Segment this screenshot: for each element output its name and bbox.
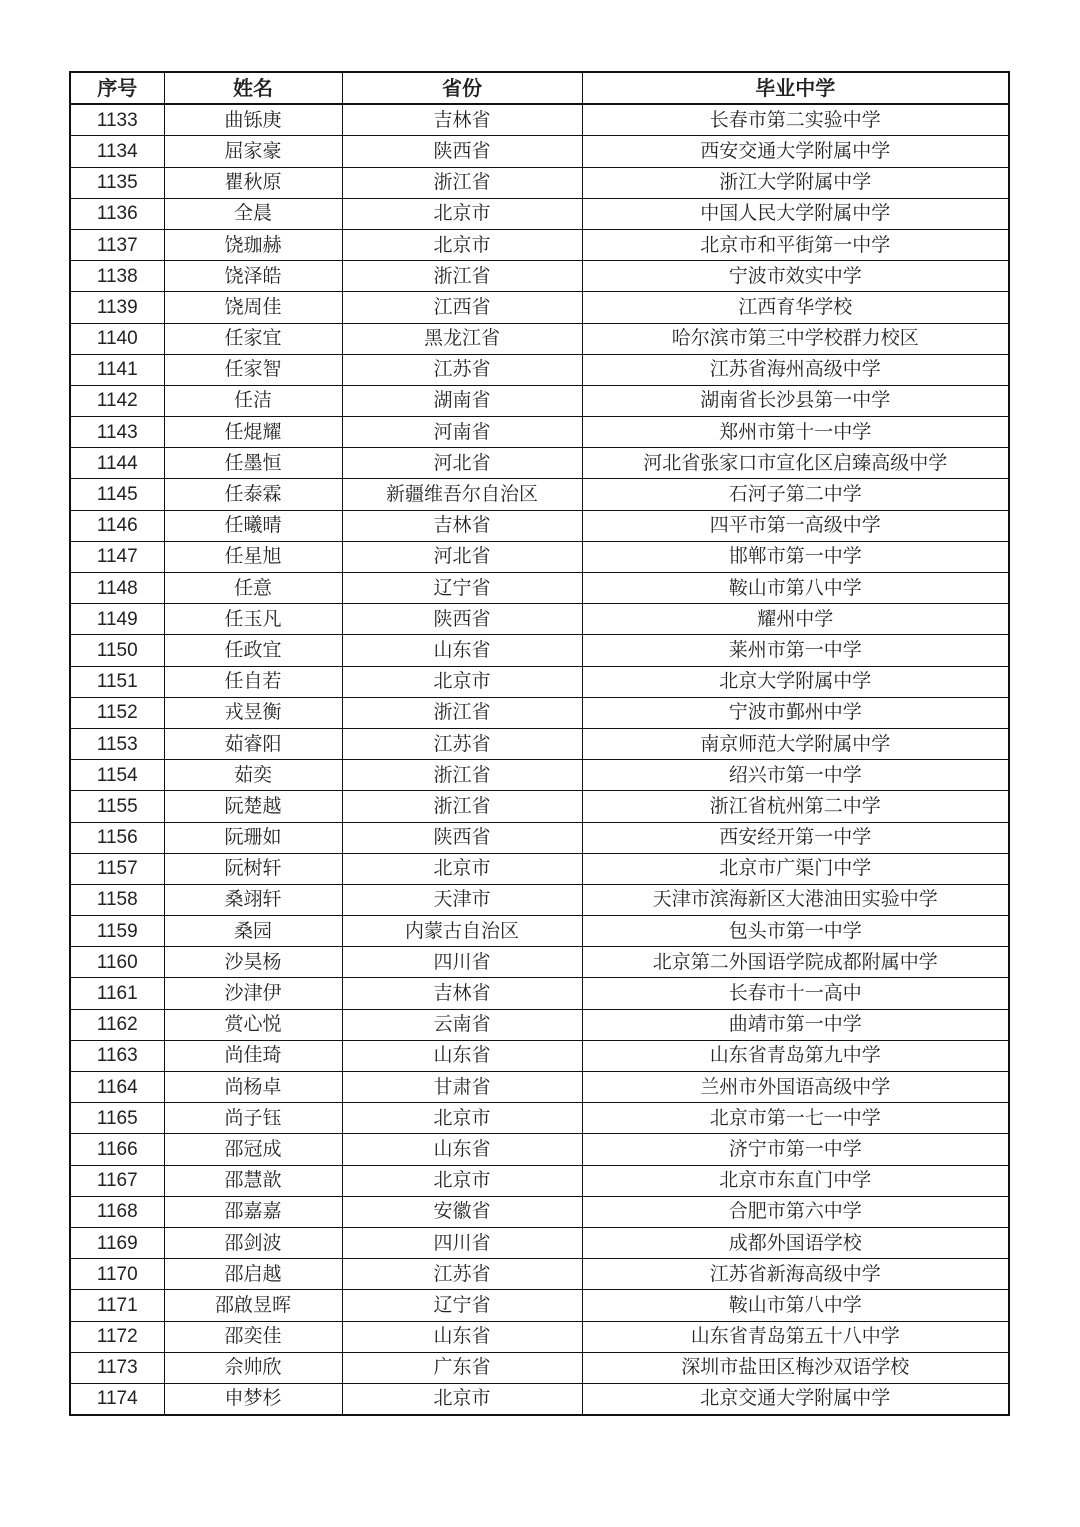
cell-high-school: 合肥市第六中学 — [582, 1196, 1009, 1227]
cell-name: 任星旭 — [164, 541, 342, 572]
cell-serial: 1174 — [70, 1383, 164, 1415]
table-row — [70, 1040, 1009, 1071]
cell-name: 任自若 — [164, 666, 342, 697]
cell-serial: 1139 — [70, 292, 164, 323]
table-row — [70, 666, 1009, 697]
cell-name: 沙津伊 — [164, 978, 342, 1009]
table-row — [70, 167, 1009, 198]
cell-serial: 1147 — [70, 541, 164, 572]
cell-serial: 1153 — [70, 728, 164, 759]
cell-name: 曲铄庚 — [164, 104, 342, 136]
cell-serial: 1138 — [70, 261, 164, 292]
table-row — [70, 635, 1009, 666]
cell-high-school: 江苏省新海高级中学 — [582, 1259, 1009, 1290]
table-row — [70, 198, 1009, 229]
cell-serial: 1169 — [70, 1227, 164, 1258]
cell-serial: 1161 — [70, 978, 164, 1009]
table-row — [70, 1383, 1009, 1415]
cell-province: 北京市 — [342, 1103, 582, 1134]
cell-province: 甘肃省 — [342, 1072, 582, 1103]
cell-high-school: 深圳市盐田区梅沙双语学校 — [582, 1352, 1009, 1383]
cell-name: 任洁 — [164, 385, 342, 416]
cell-province: 陕西省 — [342, 822, 582, 853]
cell-name: 任墨恒 — [164, 448, 342, 479]
table-row — [70, 697, 1009, 728]
cell-province: 北京市 — [342, 198, 582, 229]
cell-name: 阮树轩 — [164, 853, 342, 884]
cell-high-school: 浙江省杭州第二中学 — [582, 791, 1009, 822]
cell-name: 任焜耀 — [164, 417, 342, 448]
cell-serial: 1172 — [70, 1321, 164, 1352]
table-row — [70, 1352, 1009, 1383]
cell-high-school: 北京市第一七一中学 — [582, 1103, 1009, 1134]
cell-name: 饶周佳 — [164, 292, 342, 323]
cell-name: 任玉凡 — [164, 604, 342, 635]
cell-serial: 1156 — [70, 822, 164, 853]
cell-high-school: 北京交通大学附属中学 — [582, 1383, 1009, 1415]
table-row — [70, 884, 1009, 915]
cell-serial: 1164 — [70, 1072, 164, 1103]
table-body — [70, 104, 1009, 1415]
cell-high-school: 长春市十一高中 — [582, 978, 1009, 1009]
cell-name: 阮楚越 — [164, 791, 342, 822]
cell-high-school: 北京大学附属中学 — [582, 666, 1009, 697]
cell-province: 浙江省 — [342, 697, 582, 728]
cell-serial: 1136 — [70, 198, 164, 229]
cell-serial: 1144 — [70, 448, 164, 479]
table-row — [70, 541, 1009, 572]
cell-name: 饶泽皓 — [164, 261, 342, 292]
cell-province: 吉林省 — [342, 510, 582, 541]
cell-name: 戎昱衡 — [164, 697, 342, 728]
cell-province: 吉林省 — [342, 978, 582, 1009]
cell-high-school: 宁波市效实中学 — [582, 261, 1009, 292]
table-row — [70, 1290, 1009, 1321]
cell-high-school: 北京市东直门中学 — [582, 1165, 1009, 1196]
cell-name: 全晨 — [164, 198, 342, 229]
cell-name: 邵奕佳 — [164, 1321, 342, 1352]
column-header-province: 省份 — [342, 72, 582, 104]
cell-name: 邵剑波 — [164, 1227, 342, 1258]
table-row — [70, 760, 1009, 791]
cell-high-school: 江苏省海州高级中学 — [582, 354, 1009, 385]
cell-name: 邵慧歆 — [164, 1165, 342, 1196]
cell-name: 阮珊如 — [164, 822, 342, 853]
table-row — [70, 1072, 1009, 1103]
table-row — [70, 354, 1009, 385]
cell-serial: 1137 — [70, 229, 164, 260]
cell-province: 浙江省 — [342, 791, 582, 822]
cell-name: 佘帅欣 — [164, 1352, 342, 1383]
cell-serial: 1173 — [70, 1352, 164, 1383]
cell-serial: 1146 — [70, 510, 164, 541]
table-row — [70, 510, 1009, 541]
cell-province: 天津市 — [342, 884, 582, 915]
cell-serial: 1141 — [70, 354, 164, 385]
cell-high-school: 湖南省长沙县第一中学 — [582, 385, 1009, 416]
cell-name: 邵嘉嘉 — [164, 1196, 342, 1227]
table-row — [70, 1103, 1009, 1134]
cell-province: 广东省 — [342, 1352, 582, 1383]
cell-name: 申梦杉 — [164, 1383, 342, 1415]
table-row — [70, 853, 1009, 884]
table-row — [70, 448, 1009, 479]
cell-name: 尚杨卓 — [164, 1072, 342, 1103]
table-row — [70, 1165, 1009, 1196]
cell-province: 吉林省 — [342, 104, 582, 136]
cell-province: 江苏省 — [342, 1259, 582, 1290]
cell-name: 邵啟昱晖 — [164, 1290, 342, 1321]
table-row — [70, 385, 1009, 416]
cell-high-school: 长春市第二实验中学 — [582, 104, 1009, 136]
cell-province: 山东省 — [342, 1134, 582, 1165]
cell-high-school: 南京师范大学附属中学 — [582, 728, 1009, 759]
cell-serial: 1148 — [70, 573, 164, 604]
cell-name: 任家宜 — [164, 323, 342, 354]
table-row — [70, 1196, 1009, 1227]
cell-name: 赏心悦 — [164, 1009, 342, 1040]
cell-serial: 1171 — [70, 1290, 164, 1321]
table-row — [70, 916, 1009, 947]
cell-serial: 1167 — [70, 1165, 164, 1196]
cell-province: 新疆维吾尔自治区 — [342, 479, 582, 510]
cell-name: 饶珈赫 — [164, 229, 342, 260]
cell-province: 浙江省 — [342, 261, 582, 292]
admission-roster-table — [69, 71, 1010, 1416]
cell-province: 云南省 — [342, 1009, 582, 1040]
cell-serial: 1142 — [70, 385, 164, 416]
cell-province: 辽宁省 — [342, 1290, 582, 1321]
cell-high-school: 江西育华学校 — [582, 292, 1009, 323]
cell-serial: 1157 — [70, 853, 164, 884]
cell-high-school: 北京第二外国语学院成都附属中学 — [582, 947, 1009, 978]
cell-name: 任曦晴 — [164, 510, 342, 541]
cell-serial: 1166 — [70, 1134, 164, 1165]
cell-high-school: 兰州市外国语高级中学 — [582, 1072, 1009, 1103]
table-row — [70, 728, 1009, 759]
cell-serial: 1154 — [70, 760, 164, 791]
document-page — [69, 71, 1008, 1416]
cell-high-school: 耀州中学 — [582, 604, 1009, 635]
table-row — [70, 1134, 1009, 1165]
table-row — [70, 791, 1009, 822]
table-row — [70, 292, 1009, 323]
cell-province: 江西省 — [342, 292, 582, 323]
cell-serial: 1151 — [70, 666, 164, 697]
cell-name: 瞿秋原 — [164, 167, 342, 198]
cell-high-school: 石河子第二中学 — [582, 479, 1009, 510]
cell-serial: 1135 — [70, 167, 164, 198]
cell-name: 邵冠成 — [164, 1134, 342, 1165]
cell-serial: 1152 — [70, 697, 164, 728]
cell-province: 山东省 — [342, 635, 582, 666]
cell-name: 任意 — [164, 573, 342, 604]
column-header-high-school: 毕业中学 — [582, 72, 1009, 104]
cell-name: 尚子钰 — [164, 1103, 342, 1134]
cell-province: 湖南省 — [342, 385, 582, 416]
table-row — [70, 604, 1009, 635]
cell-high-school: 鞍山市第八中学 — [582, 1290, 1009, 1321]
cell-high-school: 西安经开第一中学 — [582, 822, 1009, 853]
cell-high-school: 绍兴市第一中学 — [582, 760, 1009, 791]
cell-serial: 1165 — [70, 1103, 164, 1134]
cell-province: 陕西省 — [342, 136, 582, 167]
cell-serial: 1134 — [70, 136, 164, 167]
table-row — [70, 104, 1009, 136]
cell-high-school: 莱州市第一中学 — [582, 635, 1009, 666]
table-header — [70, 72, 1009, 104]
cell-high-school: 邯郸市第一中学 — [582, 541, 1009, 572]
header-row — [70, 72, 1009, 104]
cell-high-school: 哈尔滨市第三中学校群力校区 — [582, 323, 1009, 354]
cell-name: 尚佳琦 — [164, 1040, 342, 1071]
cell-province: 河北省 — [342, 541, 582, 572]
cell-serial: 1158 — [70, 884, 164, 915]
cell-high-school: 鞍山市第八中学 — [582, 573, 1009, 604]
cell-serial: 1170 — [70, 1259, 164, 1290]
cell-province: 辽宁省 — [342, 573, 582, 604]
table-row — [70, 323, 1009, 354]
cell-high-school: 山东省青岛第五十八中学 — [582, 1321, 1009, 1352]
cell-serial: 1149 — [70, 604, 164, 635]
cell-serial: 1159 — [70, 916, 164, 947]
cell-province: 浙江省 — [342, 760, 582, 791]
table-row — [70, 822, 1009, 853]
cell-province: 四川省 — [342, 947, 582, 978]
cell-serial: 1145 — [70, 479, 164, 510]
cell-high-school: 浙江大学附属中学 — [582, 167, 1009, 198]
cell-high-school: 包头市第一中学 — [582, 916, 1009, 947]
table-row — [70, 573, 1009, 604]
cell-province: 河南省 — [342, 417, 582, 448]
cell-high-school: 中国人民大学附属中学 — [582, 198, 1009, 229]
cell-serial: 1168 — [70, 1196, 164, 1227]
cell-province: 山东省 — [342, 1321, 582, 1352]
cell-province: 黑龙江省 — [342, 323, 582, 354]
cell-province: 内蒙古自治区 — [342, 916, 582, 947]
cell-name: 茹奕 — [164, 760, 342, 791]
cell-serial: 1150 — [70, 635, 164, 666]
table-row — [70, 229, 1009, 260]
cell-serial: 1133 — [70, 104, 164, 136]
table-row — [70, 136, 1009, 167]
cell-high-school: 河北省张家口市宣化区启臻高级中学 — [582, 448, 1009, 479]
cell-province: 山东省 — [342, 1040, 582, 1071]
cell-high-school: 山东省青岛第九中学 — [582, 1040, 1009, 1071]
cell-high-school: 济宁市第一中学 — [582, 1134, 1009, 1165]
cell-high-school: 北京市广渠门中学 — [582, 853, 1009, 884]
table-row — [70, 1009, 1009, 1040]
column-header-name: 姓名 — [164, 72, 342, 104]
table-row — [70, 261, 1009, 292]
cell-name: 桑园 — [164, 916, 342, 947]
cell-high-school: 西安交通大学附属中学 — [582, 136, 1009, 167]
cell-high-school: 曲靖市第一中学 — [582, 1009, 1009, 1040]
cell-high-school: 四平市第一高级中学 — [582, 510, 1009, 541]
cell-serial: 1163 — [70, 1040, 164, 1071]
cell-province: 北京市 — [342, 853, 582, 884]
cell-serial: 1155 — [70, 791, 164, 822]
cell-province: 陕西省 — [342, 604, 582, 635]
cell-province: 北京市 — [342, 1383, 582, 1415]
cell-high-school: 郑州市第十一中学 — [582, 417, 1009, 448]
table-row — [70, 1227, 1009, 1258]
table-row — [70, 1259, 1009, 1290]
cell-province: 北京市 — [342, 229, 582, 260]
table-row — [70, 479, 1009, 510]
cell-name: 邵启越 — [164, 1259, 342, 1290]
cell-province: 江苏省 — [342, 354, 582, 385]
cell-name: 沙昊杨 — [164, 947, 342, 978]
column-header-serial: 序号 — [70, 72, 164, 104]
table-row — [70, 947, 1009, 978]
cell-serial: 1162 — [70, 1009, 164, 1040]
cell-province: 北京市 — [342, 666, 582, 697]
cell-name: 屈家豪 — [164, 136, 342, 167]
cell-serial: 1143 — [70, 417, 164, 448]
cell-province: 北京市 — [342, 1165, 582, 1196]
cell-name: 任政宜 — [164, 635, 342, 666]
cell-name: 茹睿阳 — [164, 728, 342, 759]
cell-high-school: 宁波市鄞州中学 — [582, 697, 1009, 728]
cell-serial: 1160 — [70, 947, 164, 978]
table-row — [70, 978, 1009, 1009]
cell-serial: 1140 — [70, 323, 164, 354]
cell-province: 四川省 — [342, 1227, 582, 1258]
table-row — [70, 417, 1009, 448]
cell-name: 任泰霖 — [164, 479, 342, 510]
cell-high-school: 成都外国语学校 — [582, 1227, 1009, 1258]
cell-name: 任家智 — [164, 354, 342, 385]
cell-province: 河北省 — [342, 448, 582, 479]
cell-province: 江苏省 — [342, 728, 582, 759]
cell-province: 安徽省 — [342, 1196, 582, 1227]
table-row — [70, 1321, 1009, 1352]
cell-high-school: 天津市滨海新区大港油田实验中学 — [582, 884, 1009, 915]
cell-name: 桑翊轩 — [164, 884, 342, 915]
cell-high-school: 北京市和平街第一中学 — [582, 229, 1009, 260]
cell-province: 浙江省 — [342, 167, 582, 198]
